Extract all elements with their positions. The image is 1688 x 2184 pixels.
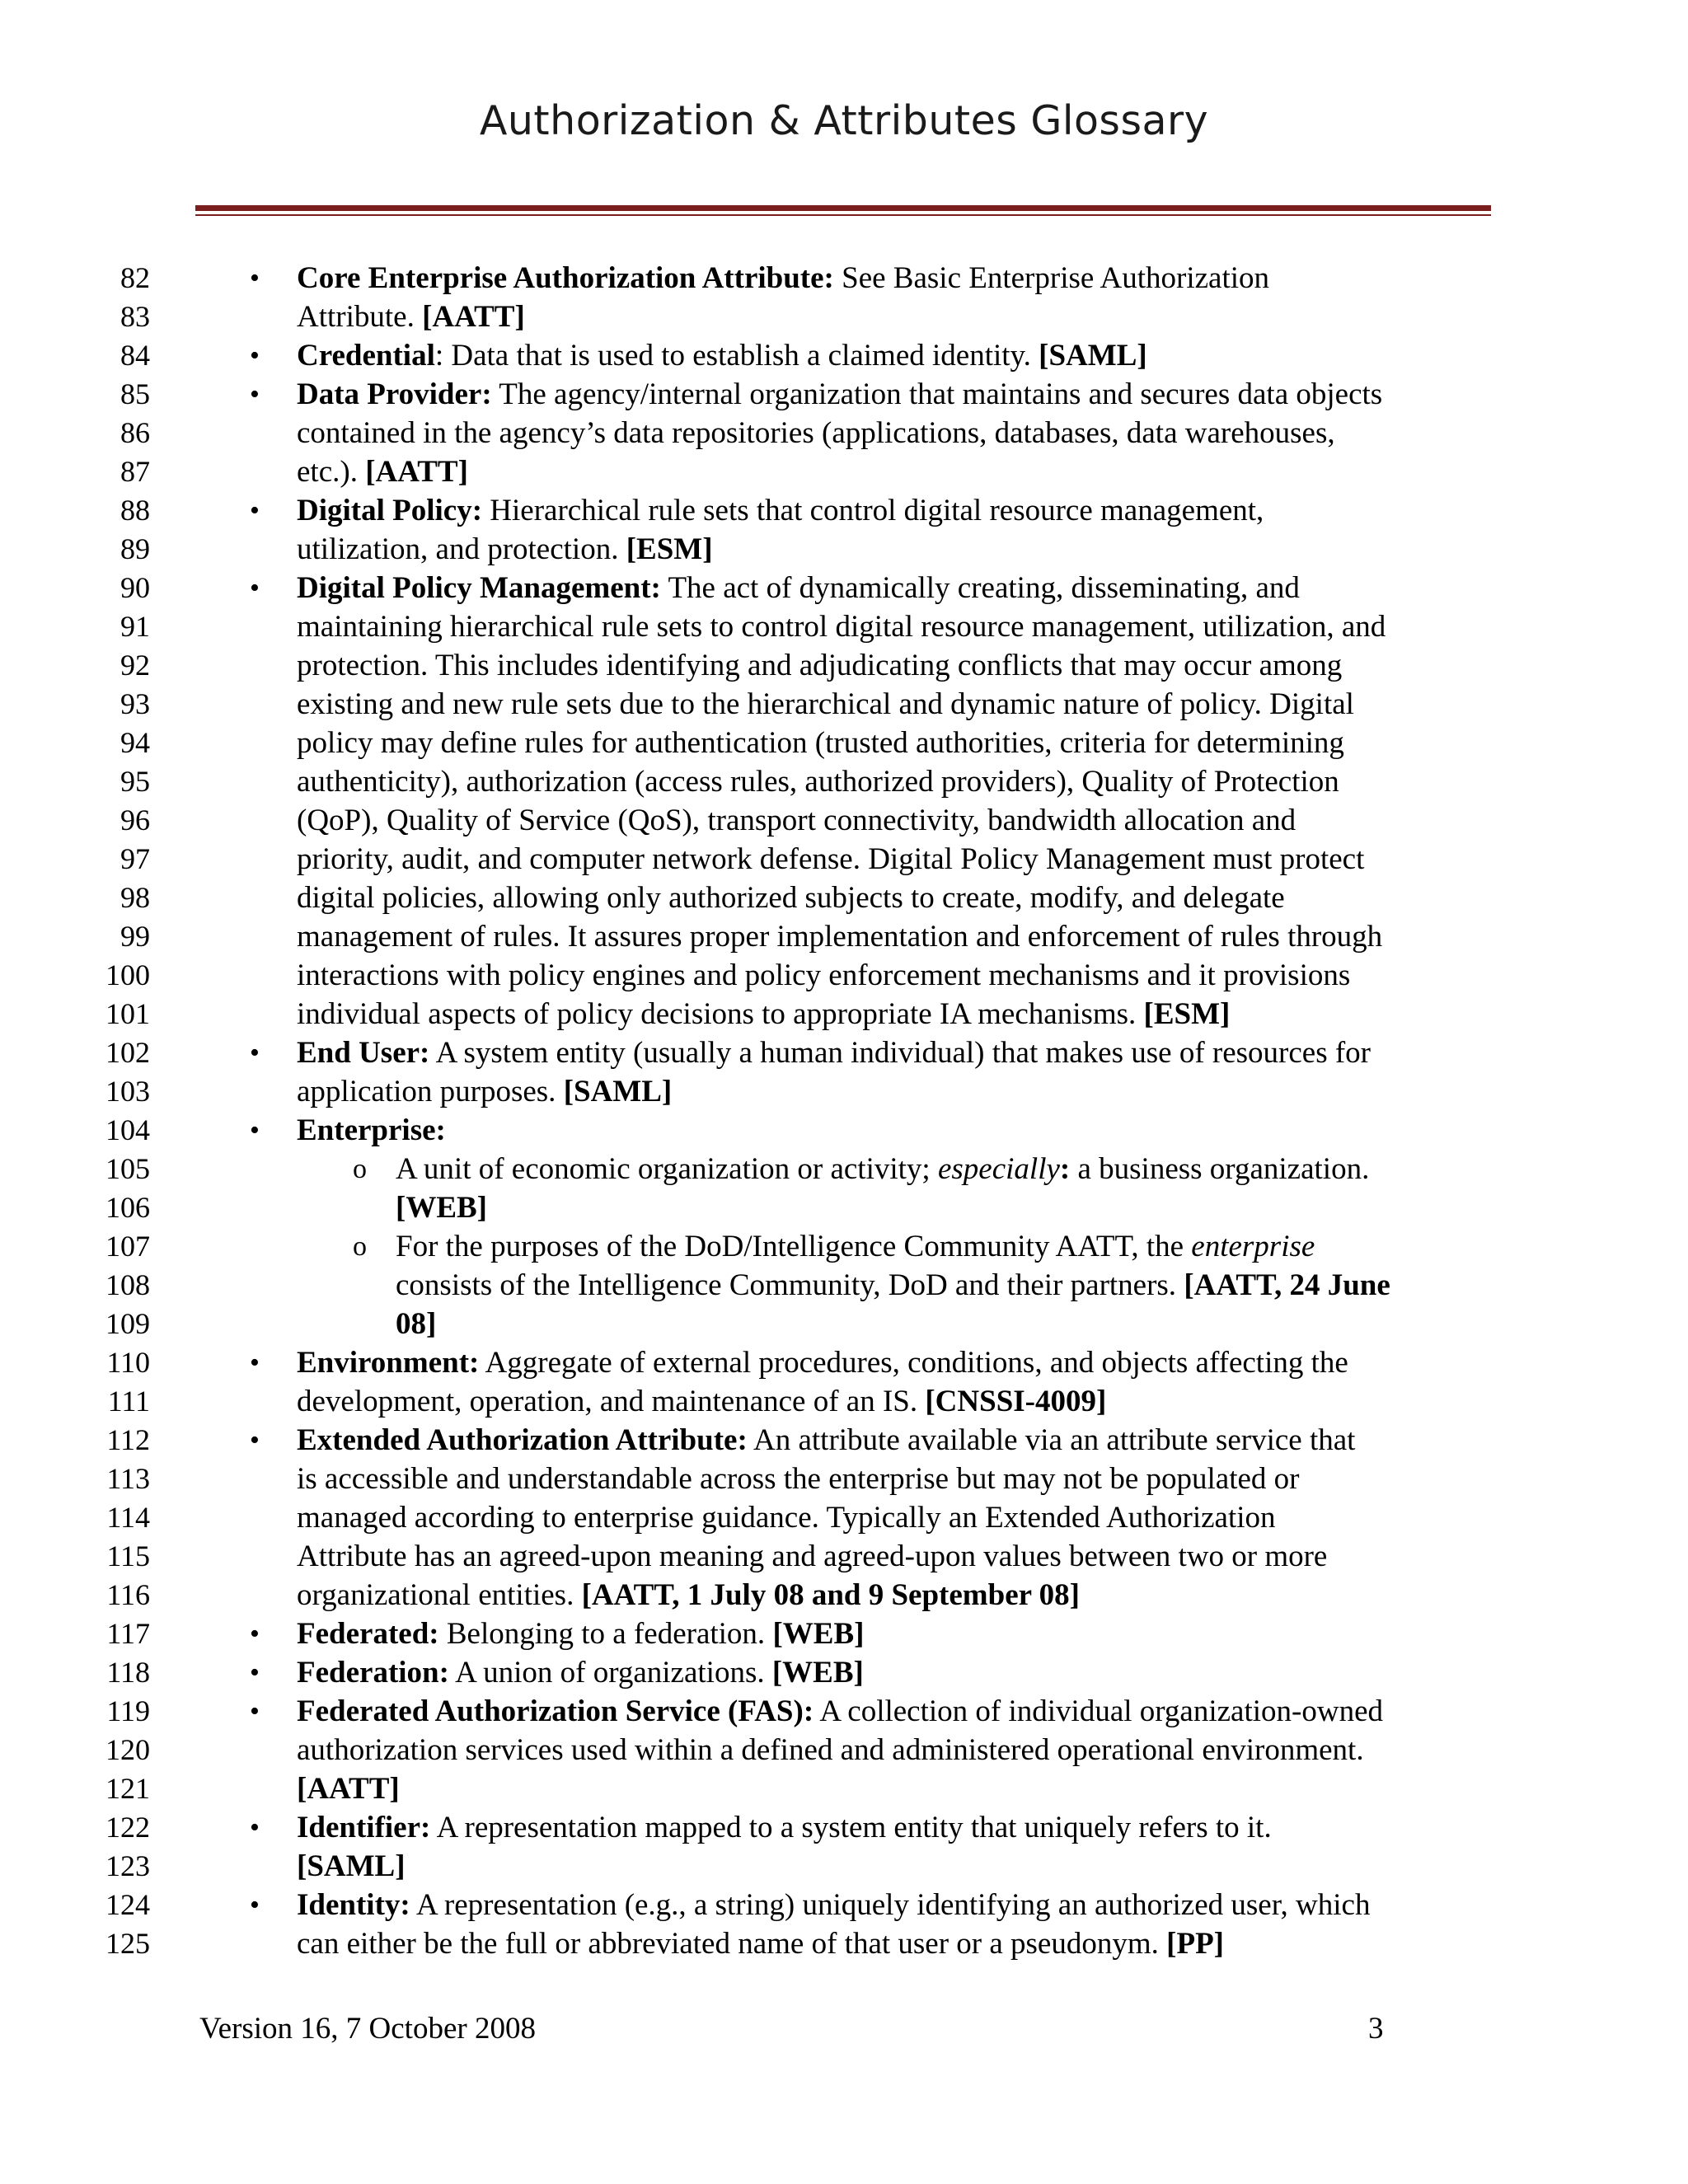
bullet-icon: • xyxy=(250,1038,260,1068)
text-line xyxy=(297,1343,1496,1382)
line-text: utilization, and protection. xyxy=(297,532,626,566)
glossary-subitem xyxy=(353,1150,1496,1227)
emphasis-bold: : xyxy=(1059,1152,1071,1186)
header-rule-thick xyxy=(195,205,1491,211)
glossary-entry xyxy=(250,336,1496,375)
bullet-icon: • xyxy=(250,379,260,410)
glossary-entry xyxy=(250,1653,1496,1692)
text-line xyxy=(297,1808,1496,1847)
text-line xyxy=(297,1847,1496,1886)
line-number: 106 xyxy=(106,1191,150,1224)
bullet-icon: • xyxy=(250,495,260,526)
glossary-entry xyxy=(250,1615,1496,1653)
line-text: (QoP), Quality of Service (QoS), transport connectivity, bandwidth allocation and xyxy=(297,804,1296,837)
glossary-subitem xyxy=(353,1227,1496,1343)
line-number: 122 xyxy=(106,1811,150,1844)
line-number: 86 xyxy=(120,416,150,449)
source-reference: [CNSSI-4009] xyxy=(925,1385,1107,1418)
source-reference: [AATT] xyxy=(297,1772,400,1806)
line-number: 124 xyxy=(106,1888,150,1921)
line-text: contained in the agency’s data repositories (applications, databases, data warehouses, xyxy=(297,416,1335,450)
line-number-column xyxy=(82,259,150,1963)
text-line xyxy=(297,879,1496,917)
text-line xyxy=(297,762,1496,801)
line-number: 115 xyxy=(106,1540,150,1572)
line-number: 89 xyxy=(120,532,150,565)
line-number: 94 xyxy=(120,726,150,759)
text-line xyxy=(297,530,1496,569)
line-number: 107 xyxy=(106,1230,150,1263)
text-line xyxy=(396,1227,1496,1266)
glossary-entry xyxy=(250,1808,1496,1886)
glossary-entry xyxy=(250,375,1496,491)
line-number: 103 xyxy=(106,1075,150,1108)
line-number: 93 xyxy=(120,687,150,720)
text-line xyxy=(297,1924,1496,1963)
line-number: 114 xyxy=(106,1501,150,1534)
source-reference: [ESM] xyxy=(1143,997,1231,1031)
line-number: 82 xyxy=(120,261,150,294)
line-number: 113 xyxy=(106,1462,150,1495)
glossary-entry xyxy=(250,569,1496,1033)
bullet-icon: • xyxy=(250,1812,260,1843)
line-text: protection. This includes identifying and adjudicating conflicts that may occur among xyxy=(297,649,1343,682)
definition-text: Hierarchical rule sets that control digital resource management, xyxy=(482,494,1264,527)
line-number: 97 xyxy=(120,842,150,875)
emphasis-text: especially xyxy=(937,1152,1060,1186)
line-number: 95 xyxy=(120,765,150,798)
text-line xyxy=(297,375,1496,414)
line-text: authorization services used within a defined and administered operational environment. xyxy=(297,1733,1364,1767)
line-number: 110 xyxy=(106,1346,150,1379)
line-number: 96 xyxy=(120,804,150,837)
text-line xyxy=(297,1769,1496,1808)
text-line xyxy=(297,1498,1496,1537)
source-reference: [WEB] xyxy=(772,1617,865,1651)
line-number: 125 xyxy=(106,1927,150,1960)
line-number: 85 xyxy=(120,377,150,410)
line-number: 100 xyxy=(106,958,150,991)
text-line xyxy=(297,1111,1496,1150)
glossary-term: Federated Authorization Service (FAS): xyxy=(297,1694,814,1728)
definition-text: A system entity (usually a human individual) that makes use of resources for xyxy=(429,1036,1371,1070)
glossary-term: End User: xyxy=(297,1036,430,1070)
text-line xyxy=(297,1072,1496,1111)
line-text: a business organization. xyxy=(1070,1152,1370,1186)
bullet-icon: • xyxy=(250,1657,260,1688)
definition-text: Belonging to a federation. xyxy=(438,1617,773,1651)
line-number: 92 xyxy=(120,649,150,682)
bullet-icon: • xyxy=(250,263,260,293)
bullet-icon: • xyxy=(250,1115,260,1146)
text-line xyxy=(297,801,1496,840)
source-reference: [WEB] xyxy=(396,1191,487,1225)
line-number: 118 xyxy=(106,1656,150,1689)
line-number: 108 xyxy=(106,1268,150,1301)
line-text: policy may define rules for authentication (trusted authorities, criteria for determining xyxy=(297,726,1344,760)
text-line xyxy=(297,1615,1496,1653)
text-line xyxy=(297,1537,1496,1576)
text-line xyxy=(297,569,1496,607)
bullet-icon: • xyxy=(250,573,260,603)
text-line xyxy=(297,414,1496,452)
source-reference: [ESM] xyxy=(626,532,713,566)
text-line xyxy=(297,1033,1496,1072)
bullet-icon: • xyxy=(250,1696,260,1727)
emphasis-text: enterprise xyxy=(1191,1230,1315,1263)
glossary-term: Environment: xyxy=(297,1346,480,1380)
source-reference: [PP] xyxy=(1166,1927,1224,1961)
line-text: A unit of economic organization or activity; xyxy=(396,1152,938,1186)
text-line xyxy=(297,1460,1496,1498)
circle-bullet-icon: o xyxy=(353,1154,367,1184)
text-line xyxy=(297,1731,1496,1769)
text-line xyxy=(297,646,1496,685)
line-number: 99 xyxy=(120,920,150,953)
line-text: existing and new rule sets due to the hierarchical and dynamic nature of policy. Digital xyxy=(297,687,1354,721)
source-reference: 08] xyxy=(396,1307,437,1341)
glossary-entry xyxy=(250,1692,1496,1808)
source-reference: [AATT, 24 June xyxy=(1184,1268,1390,1302)
footer-version: Version 16, 7 October 2008 xyxy=(199,2012,536,2046)
circle-bullet-icon: o xyxy=(353,1231,367,1262)
text-line xyxy=(396,1305,1496,1343)
line-text: For the purposes of the DoD/Intelligence Community AATT, the xyxy=(396,1230,1192,1263)
line-text: individual aspects of policy decisions to appropriate IA mechanisms. xyxy=(297,997,1144,1031)
text-line xyxy=(297,1382,1496,1421)
line-text: is accessible and understandable across the enterprise but may not be populated or xyxy=(297,1462,1300,1496)
definition-text: The act of dynamically creating, disseminating, and xyxy=(660,571,1300,605)
text-line xyxy=(297,259,1496,298)
text-line xyxy=(297,298,1496,336)
line-number: 121 xyxy=(106,1772,150,1805)
glossary-entry xyxy=(250,259,1496,336)
text-line xyxy=(297,685,1496,724)
text-line xyxy=(396,1150,1496,1188)
text-line xyxy=(297,1886,1496,1924)
source-reference: [WEB] xyxy=(771,1656,864,1690)
line-number: 98 xyxy=(120,881,150,914)
line-text: maintaining hierarchical rule sets to control digital resource management, utilization, and xyxy=(297,610,1386,644)
line-number: 119 xyxy=(106,1694,150,1727)
text-line xyxy=(297,995,1496,1033)
line-number: 87 xyxy=(120,455,150,488)
source-reference: [SAML] xyxy=(1039,339,1147,373)
glossary-entry xyxy=(250,1343,1496,1421)
bullet-icon: • xyxy=(250,1890,260,1920)
line-text: organizational entities. xyxy=(297,1578,582,1612)
line-number: 120 xyxy=(106,1733,150,1766)
line-number: 117 xyxy=(106,1617,150,1650)
line-number: 102 xyxy=(106,1036,150,1069)
definition-text: : Data that is used to establish a claimed identity. xyxy=(434,339,1039,373)
line-text: consists of the Intelligence Community, DoD and their partners. xyxy=(396,1268,1184,1302)
glossary-term: Core Enterprise Authorization Attribute: xyxy=(297,261,834,295)
definition-text: Aggregate of external procedures, conditions, and objects affecting the xyxy=(479,1346,1348,1380)
text-line xyxy=(396,1266,1496,1305)
text-line xyxy=(297,1653,1496,1692)
bullet-icon: • xyxy=(250,1347,260,1378)
line-number: 90 xyxy=(120,571,150,604)
text-line xyxy=(297,452,1496,491)
bullet-icon: • xyxy=(250,1425,260,1455)
glossary-term: Identifier: xyxy=(297,1811,431,1844)
glossary-term: Identity: xyxy=(297,1888,410,1922)
source-reference: [AATT] xyxy=(365,455,468,489)
text-line xyxy=(297,917,1496,956)
line-text: management of rules. It assures proper implementation and enforcement of rules through xyxy=(297,920,1383,954)
definition-text: A union of organizations. xyxy=(448,1656,772,1690)
line-number: 91 xyxy=(120,610,150,643)
definition-text: An attribute available via an attribute service that xyxy=(747,1423,1356,1457)
text-line xyxy=(297,840,1496,879)
glossary-term: Enterprise: xyxy=(297,1113,446,1147)
definition-text: A representation mapped to a system entity that uniquely refers to it. xyxy=(430,1811,1272,1844)
footer-page-number: 3 xyxy=(1368,2012,1384,2046)
bullet-icon: • xyxy=(250,1619,260,1649)
glossary-term: Extended Authorization Attribute: xyxy=(297,1423,748,1457)
header-rule-thin xyxy=(195,214,1491,216)
line-text: application purposes. xyxy=(297,1075,564,1108)
glossary-entry xyxy=(250,1033,1496,1111)
line-number: 88 xyxy=(120,494,150,527)
line-text: Attribute. xyxy=(297,300,423,334)
source-reference: [AATT, 1 July 08 and 9 September 08] xyxy=(581,1578,1080,1612)
definition-text: See Basic Enterprise Authorization xyxy=(833,261,1270,295)
line-text: etc.). xyxy=(297,455,366,489)
definition-text: The agency/internal organization that maintains and secures data objects xyxy=(491,377,1383,411)
line-number: 111 xyxy=(107,1385,150,1418)
line-number: 104 xyxy=(106,1113,150,1146)
line-number: 112 xyxy=(106,1423,150,1456)
source-reference: [SAML] xyxy=(297,1849,406,1883)
glossary-entry xyxy=(250,1886,1496,1963)
line-text: authenticity), authorization (access rules, authorized providers), Quality of Protection xyxy=(297,765,1339,799)
text-line xyxy=(297,607,1496,646)
glossary-term: Credential xyxy=(297,339,435,373)
text-line xyxy=(396,1188,1496,1227)
bullet-icon: • xyxy=(250,340,260,371)
line-text: can either be the full or abbreviated name of that user or a pseudonym. xyxy=(297,1927,1167,1961)
line-text: priority, audit, and computer network defense. Digital Policy Management must protect xyxy=(297,842,1365,876)
text-line xyxy=(297,491,1496,530)
definition-text: A collection of individual organization-owned xyxy=(814,1694,1383,1728)
text-line xyxy=(297,1692,1496,1731)
glossary-term: Digital Policy Management: xyxy=(297,571,661,605)
line-text: managed according to enterprise guidance. Typically an Extended Authorization xyxy=(297,1501,1276,1535)
line-number: 123 xyxy=(106,1849,150,1882)
text-line xyxy=(297,724,1496,762)
text-line xyxy=(297,336,1496,375)
glossary-term: Data Provider: xyxy=(297,377,492,411)
glossary-entry xyxy=(250,1111,1496,1343)
line-text: development, operation, and maintenance of an IS. xyxy=(297,1385,926,1418)
line-text: digital policies, allowing only authorized subjects to create, modify, and delegate xyxy=(297,881,1285,915)
glossary-list xyxy=(250,259,1496,1963)
text-line xyxy=(297,956,1496,995)
line-number: 105 xyxy=(106,1152,150,1185)
line-number: 116 xyxy=(106,1578,150,1611)
page-title: Authorization & Attributes Glossary xyxy=(479,97,1209,144)
text-line xyxy=(297,1421,1496,1460)
definition-text: A representation (e.g., a string) uniquely identifying an authorized user, which xyxy=(410,1888,1371,1922)
source-reference: [AATT] xyxy=(422,300,525,334)
glossary-entry xyxy=(250,1421,1496,1615)
line-number: 101 xyxy=(106,997,150,1030)
line-number: 84 xyxy=(120,339,150,372)
glossary-term: Federation: xyxy=(297,1656,449,1690)
source-reference: [SAML] xyxy=(563,1075,673,1108)
line-number: 83 xyxy=(120,300,150,333)
glossary-term: Digital Policy: xyxy=(297,494,483,527)
glossary-term: Federated: xyxy=(297,1617,439,1651)
line-number: 109 xyxy=(106,1307,150,1340)
text-line xyxy=(297,1576,1496,1615)
glossary-entry xyxy=(250,491,1496,569)
line-text: interactions with policy engines and policy enforcement mechanisms and it provisions xyxy=(297,958,1351,992)
line-text: Attribute has an agreed-upon meaning and agreed-upon values between two or more xyxy=(297,1540,1328,1573)
